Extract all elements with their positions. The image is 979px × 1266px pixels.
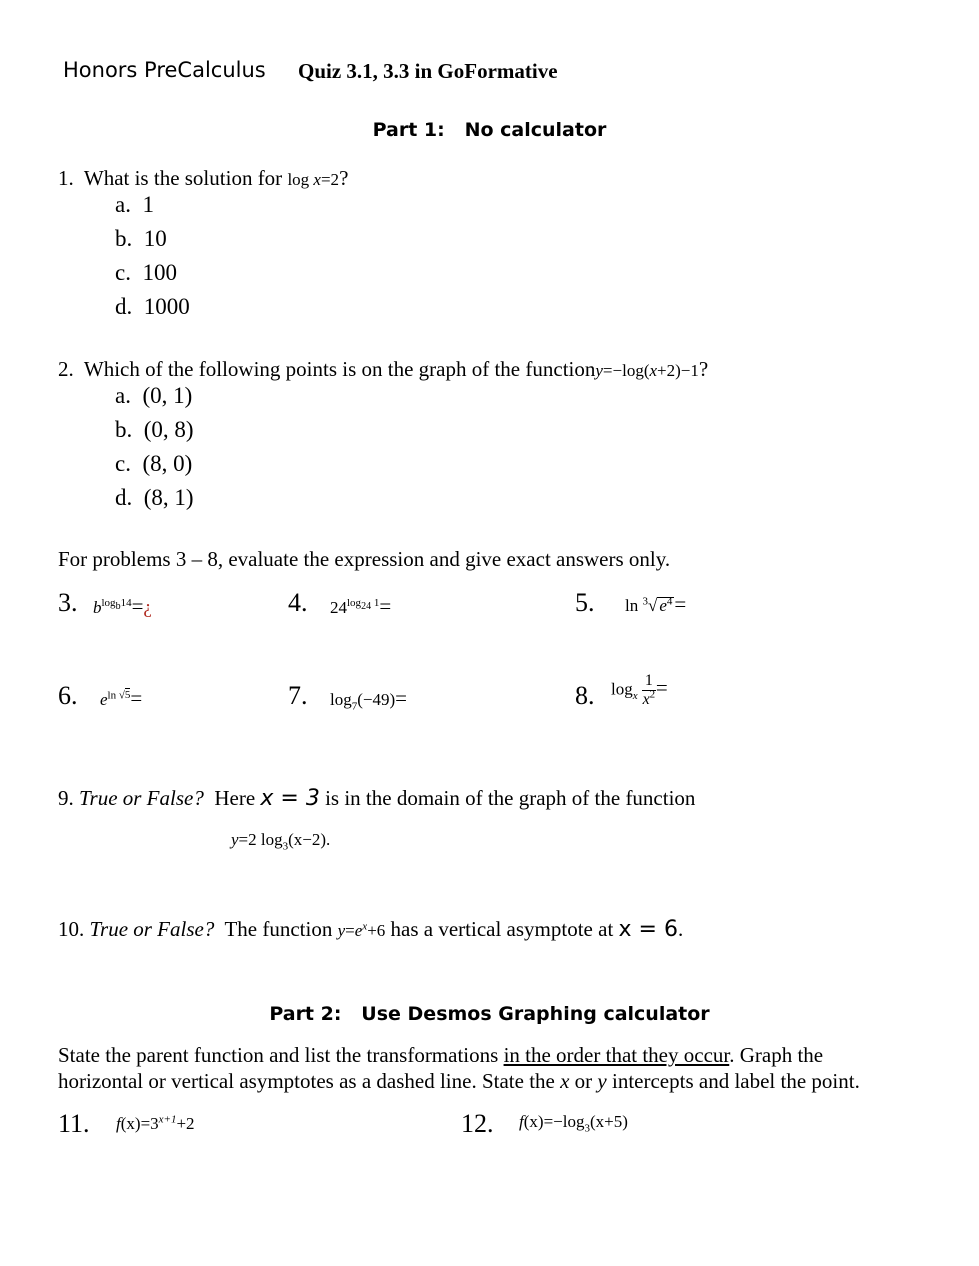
problem-4-expression: $24^{log_{24} 1}=$	[330, 594, 392, 618]
part2-heading: Part 2: Use Desmos Graphing calculator	[269, 1003, 710, 1025]
problem-5-number: 5.	[575, 588, 595, 617]
question-2: 2. Which of the following points is on the graph of the functiony=−log(x+2)−1?	[58, 357, 709, 381]
part1-heading: Part 1: No calculator	[372, 119, 607, 141]
question-12-function: $f(x)=-\log_3(x+5)$	[519, 1112, 628, 1135]
problem-5-expression: ln $^3$√ $e^4=$	[625, 592, 687, 616]
option-b[interactable]: b. 10	[115, 226, 167, 251]
option-c[interactable]: c. (8, 0)	[115, 451, 193, 476]
question-11-number: 11.	[58, 1109, 90, 1138]
problem-7-expression: $\log_7(-49)=$	[330, 686, 407, 713]
option-b[interactable]: b. (0, 8)	[115, 417, 194, 442]
problem-8-expression: $\log_x$ $\frac{1}{x^2}$ =	[611, 672, 668, 708]
question-1: 1. What is the solution for log x=2?	[58, 166, 349, 190]
problem-3-number: 3.	[58, 588, 78, 617]
q2-equation: y=−log(x+2)−1	[595, 361, 699, 380]
course-title: Honors PreCalculus	[63, 58, 266, 82]
option-a[interactable]: a. 1	[115, 192, 154, 217]
part2-instructions-line2: horizontal or vertical asymptotes as a dashed line. State the x or y intercepts and label the point.	[58, 1069, 860, 1093]
problem-6-number: 6.	[58, 681, 78, 710]
instruction-3-8: For problems 3 – 8, evaluate the expression and give exact answers only.	[58, 547, 671, 571]
problem-8-number: 8.	[575, 681, 595, 710]
option-d[interactable]: d. (8, 1)	[115, 485, 194, 510]
question-9: 9. True or False? Here x = 3 is in the domain of the graph of the function	[58, 786, 696, 811]
option-c[interactable]: c. 100	[115, 260, 177, 285]
quiz-title: Quiz 3.1, 3.3 in GoFormative	[298, 59, 558, 83]
option-d[interactable]: d. 1000	[115, 294, 190, 319]
part2-instructions-line1: State the parent function and list the transformations in the order that they occur. Graph the	[58, 1043, 824, 1067]
problem-3-expression: $b^{log_b14}=¿$	[93, 594, 152, 618]
option-a[interactable]: a. (0, 1)	[115, 383, 193, 408]
q1-equation: log x=2	[287, 170, 340, 189]
question-11-function: $f(x)=3^{x+1}+2$	[116, 1113, 195, 1133]
q9-function: y=2 $\log_3(x-2)$.	[231, 830, 331, 853]
question-10: 10. True or False? The function $y=e^x+6$ has a vertical asymptote at x = 6.	[58, 917, 684, 942]
problem-6-expression: $e^{ln √5}=$	[100, 686, 143, 710]
problem-4-number: 4.	[288, 588, 308, 617]
question-12-number: 12.	[461, 1109, 494, 1138]
problem-7-number: 7.	[288, 681, 308, 710]
